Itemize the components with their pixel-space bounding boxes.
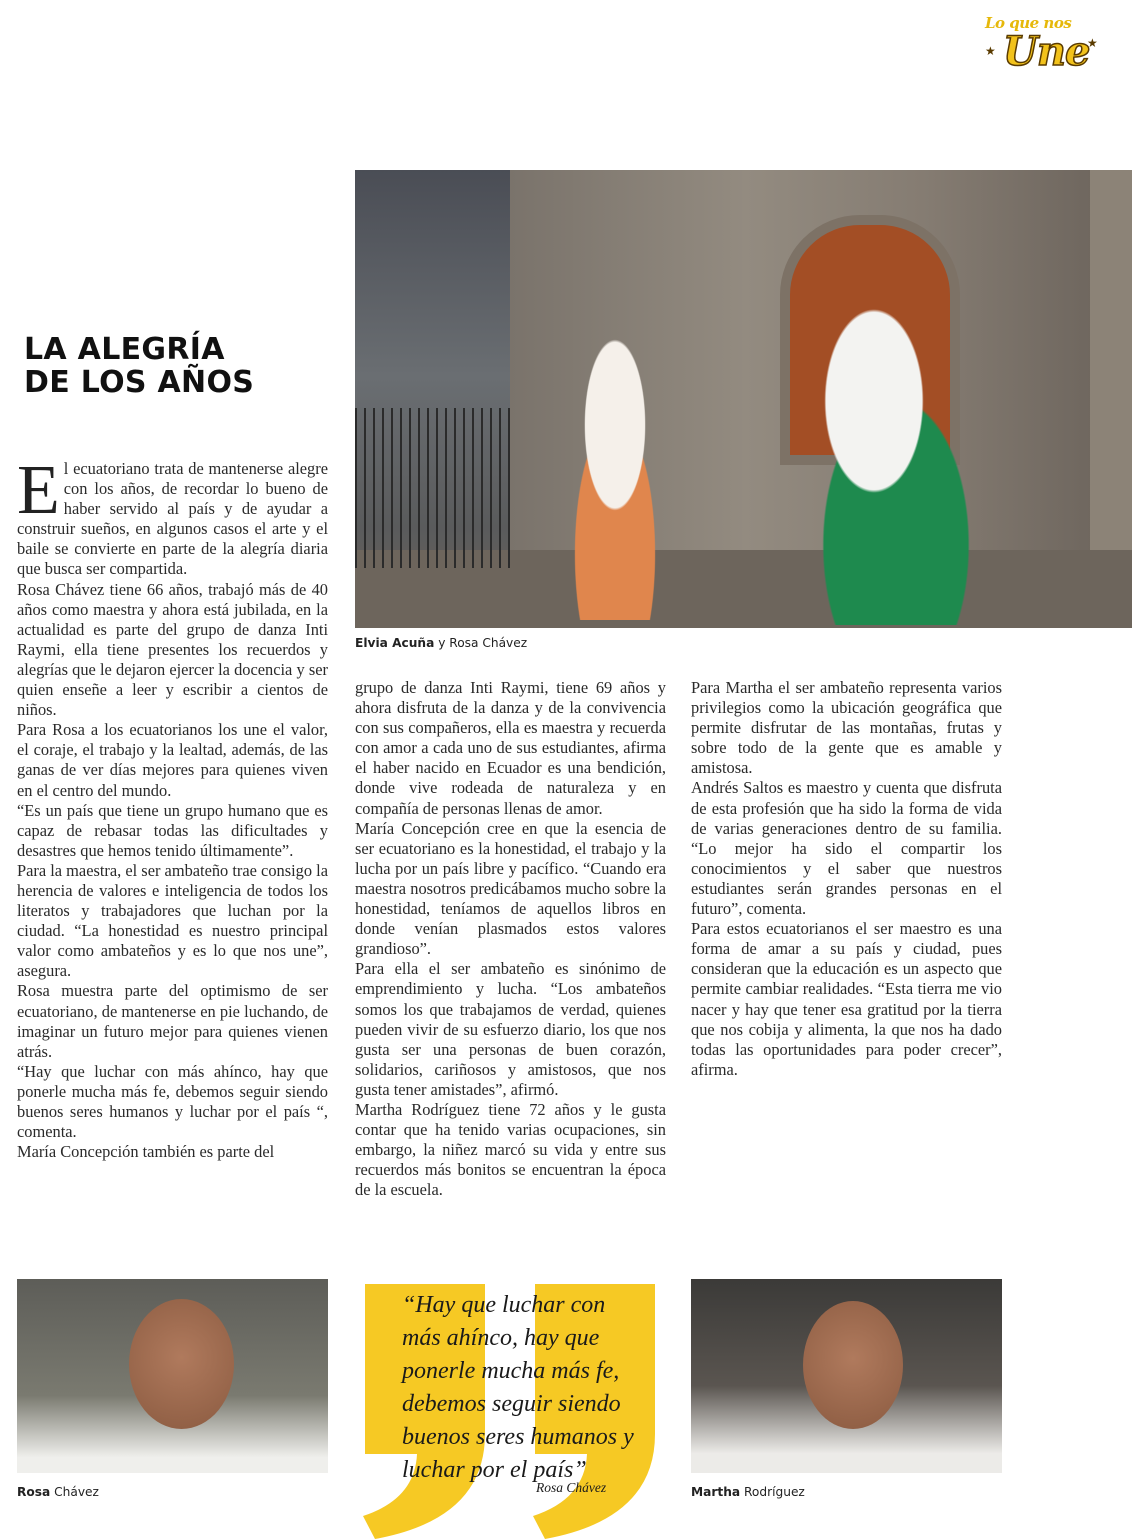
paragraph (17, 452, 328, 580)
logo-line2: Une (1003, 28, 1090, 75)
dancer-green-skirt (775, 305, 995, 625)
caption-bold: Rosa (17, 1485, 51, 1499)
iron-gate (355, 408, 515, 568)
paragraph: María Concepción también es parte del (17, 1142, 275, 1162)
paragraph: Para estos ecuatorianos el ser maestro es una forma de amar a su país y ciudad, pues consideran que la educación es un aspecto que permite cambiar realidades. “Esta tierra me vio nacer y hay que tener esa gratitud por la tierra que nos cobija y alimenta, la que nos ha dado todas las oportunidades para poder crecer”, afirma. (691, 919, 1002, 1079)
paragraph: grupo de danza Inti Raymi, tiene 69 años y ahora disfruta de la danza y de la convivencia con sus compañeros, ella es maestra y recuerda con amor a cada uno de sus estudiantes, afirma el haber nacido en Ecuador es una bendición, donde vive rodeada de naturaleza y en compañía de personas llenas de amor. (355, 678, 666, 818)
photo-caption (355, 636, 527, 650)
portrait-face (803, 1301, 903, 1429)
pull-quote: “Hay que luchar con más ahínco, hay que ponerle mucha más fe, debemos seguir siendo buenos seres humanos y luchar por el país” (402, 1292, 634, 1483)
caption-bold: Elvia Acuña (355, 636, 435, 650)
portrait2-caption (691, 1485, 805, 1499)
caption-rest: y Rosa Chávez (434, 636, 528, 650)
portrait-rosa-chavez (17, 1279, 328, 1473)
portrait1-caption (17, 1485, 99, 1499)
paragraph: María Concepción cree en que la esencia de ser ecuatoriano es la honestidad, el trabajo y la lucha por un país libre y pacífico. “Cuando era maestra nosotros predicábamos mucho sobre la honestidad, teníamos de aquellos libros en donde venían plasmados estos valores grandioso”. (355, 818, 666, 959)
paragraph: “Hay que luchar con más ahínco, hay que ponerle mucha más fe, debemos seguir siendo buenos seres humanos y luchar por el país “, comenta. (17, 1061, 328, 1142)
magazine-logo (975, 12, 1105, 86)
paragraph: Rosa Chávez tiene 66 años, trabajó más de 40 años como maestra y ahora está jubilada, en la actualidad es parte del grupo de danza Inti Raymi, ella tiene presentes los recuerdos y alegrías que le dejaron ejercer la docencia y ser quien enseñe a leer y escribir a cientos de niños. (17, 579, 328, 720)
article-title (24, 333, 344, 399)
title-line2: DE LOS AÑOS (24, 365, 255, 400)
paragraph: Para Rosa a los ecuatorianos los une el valor, el coraje, el trabajo y la lealtad, además, de las ganas de ver días mejores para quienes viven en el centro del mundo. (17, 720, 328, 800)
text-column-1 (17, 452, 328, 1162)
portrait-martha-rodriguez (691, 1279, 1002, 1473)
drop-cap: E (17, 452, 60, 529)
caption-rest: Chávez (50, 1485, 99, 1499)
star-icon: ★ (1087, 36, 1098, 50)
quote-author: Rosa Chávez (536, 1480, 607, 1495)
caption-rest: Rodríguez (740, 1485, 805, 1499)
caption-bold: Martha (691, 1485, 741, 1499)
text-column-3 (691, 678, 1002, 1080)
title-line1: LA ALEGRÍA (24, 332, 225, 367)
dancer-orange-skirt (545, 320, 685, 620)
text-column-2 (355, 678, 666, 1200)
paragraph: Rosa muestra parte del optimismo de ser ecuatoriano, de mantenerse en pie luchando, de imaginar un futuro mejor para quienes vienen atrás. (17, 981, 328, 1061)
portrait-face (129, 1299, 234, 1429)
paragraph-text: l ecuatoriano trata de mantenerse alegre con los años, de recordar lo bueno de haber servido al país y de ayudar a construir sueños, en algunos casos el arte y el baile se convierte en parte de la alegría diaria que busca ser compartida. (17, 459, 328, 579)
paragraph: Para ella el ser ambateño es sinónimo de emprendimiento y lucha. “Los ambateños somos los que trabajamos de verdad, quienes pueden vivir de su esfuerzo diario, los que nos gusta ser una personas de buen corazón, solidarios, cariñosos y amistosos, que nos gusta tener amistades”, afirmó. (355, 959, 666, 1099)
paragraph: Para la maestra, el ser ambateño trae consigo la herencia de valores e inteligencia de todos los literatos y trabajadores que luchan por la ciudad. “La honestidad es nuestro principal valor como ambateños y es lo que nos une”, asegura. (17, 860, 328, 981)
paragraph: “Es un país que tiene un grupo humano que es capaz de rebasar todas las dificultades y desastres que hemos tenido últimamente”. (17, 800, 328, 860)
main-photo (355, 170, 1132, 628)
logo-line1: Lo que nos (985, 14, 1072, 32)
paragraph: Martha Rodríguez tiene 72 años y le gusta contar que ha tenido varias ocupaciones, sin embargo, la niñez marcó su vida y entre sus recuerdos más bonitos se encuentran la época de la escuela. (355, 1099, 666, 1200)
paragraph: Para Martha el ser ambateño representa varios privilegios como la ubicación geográfica que permite disfrutar de las montañas, frutas y sobre todo de la gente que es amable y amistosa. (691, 678, 1002, 778)
paragraph: Andrés Saltos es maestro y cuenta que disfruta de esta profesión que ha sido la forma de vida de varias generaciones dentro de su familia. “Lo mejor ha sido el compartir los conocimientos y el saber que nuestros estudiantes serán grandes personas en el futuro”, comenta. (691, 778, 1002, 919)
star-icon: ★ (985, 44, 996, 58)
